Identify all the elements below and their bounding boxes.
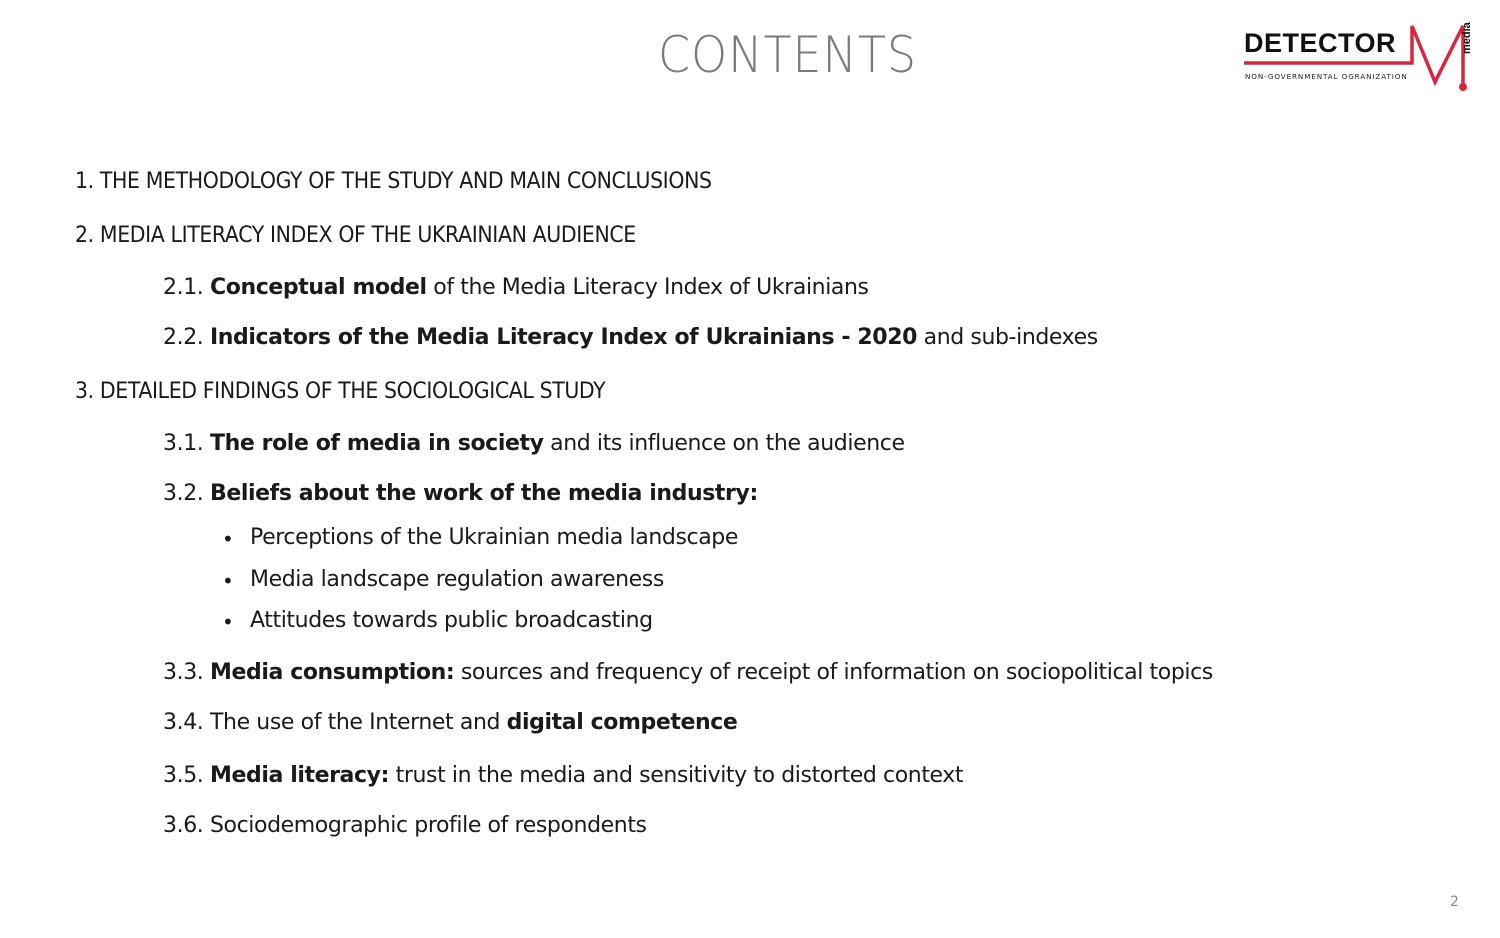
toc-bold-text: Media consumption: bbox=[209, 660, 455, 685]
toc-bullet-item[interactable]: Perceptions of the Ukrainian media landscape bbox=[250, 525, 738, 550]
toc-section-3-1[interactable] bbox=[163, 431, 905, 456]
bullet-icon: • bbox=[222, 610, 234, 634]
toc-number: 3.4. bbox=[163, 710, 210, 735]
toc-number: 3.3. bbox=[163, 660, 210, 685]
bullet-icon: • bbox=[222, 527, 234, 551]
toc-number: 3.2. bbox=[163, 481, 210, 506]
toc-section-2-1[interactable] bbox=[163, 275, 869, 300]
toc-bullet-item[interactable]: Attitudes towards public broadcasting bbox=[250, 608, 653, 633]
toc-number: 3.5. bbox=[163, 763, 210, 788]
toc-number: 2.1. bbox=[163, 275, 210, 300]
toc-text: The use of the Internet and bbox=[209, 710, 507, 735]
toc-section-3-2[interactable] bbox=[163, 481, 758, 506]
detector-media-logo bbox=[1242, 22, 1482, 94]
bullet-icon: • bbox=[222, 569, 234, 593]
page-number: 2 bbox=[1450, 894, 1459, 910]
toc-bold-text: Media literacy: bbox=[209, 763, 389, 788]
toc-section-1[interactable]: 1. THE METHODOLOGY OF THE STUDY AND MAIN CONCLUSIONS bbox=[75, 169, 712, 194]
logo-subtitle: NON-GOVERNMENTAL OGRANIZATION bbox=[1245, 72, 1408, 81]
toc-bullet-item[interactable]: Media landscape regulation awareness bbox=[250, 567, 664, 592]
toc-text: trust in the media and sensitivity to distorted context bbox=[389, 763, 964, 788]
toc-text: sources and frequency of receipt of information on sociopolitical topics bbox=[454, 660, 1213, 685]
toc-section-3-4[interactable] bbox=[163, 710, 737, 735]
toc-bold-text: digital competence bbox=[506, 710, 738, 735]
toc-bold-text: Indicators of the Media Literacy Index of Ukrainians - 2020 bbox=[209, 325, 918, 350]
toc-text: of the Media Literacy Index of Ukrainians bbox=[426, 275, 869, 300]
logo-wordmark: DETECTOR bbox=[1244, 28, 1397, 58]
toc-section-2[interactable]: 2. MEDIA LITERACY INDEX OF THE UKRAINIAN AUDIENCE bbox=[75, 223, 636, 248]
toc-number: 2.2. bbox=[163, 325, 210, 350]
toc-section-2-2[interactable] bbox=[163, 325, 1098, 350]
toc-section-3-3[interactable] bbox=[163, 660, 1213, 685]
toc-section-3[interactable]: 3. DETAILED FINDINGS OF THE SOCIOLOGICAL STUDY bbox=[75, 379, 606, 404]
toc-bold-text: Beliefs about the work of the media industry: bbox=[209, 481, 758, 506]
toc-section-3-6[interactable] bbox=[163, 813, 647, 838]
toc-bold-text: Conceptual model bbox=[209, 275, 427, 300]
toc-text: Sociodemographic profile of respondents bbox=[209, 813, 647, 838]
slide-title: CONTENTS bbox=[658, 26, 917, 84]
logo-media-text: media bbox=[1461, 22, 1473, 54]
toc-number: 3.1. bbox=[163, 431, 210, 456]
toc-text: and sub-indexes bbox=[917, 325, 1098, 350]
toc-number: 3.6. bbox=[163, 813, 210, 838]
toc-bold-text: The role of media in society bbox=[209, 431, 544, 456]
toc-section-3-5[interactable] bbox=[163, 763, 963, 788]
toc-text: and its influence on the audience bbox=[543, 431, 905, 456]
